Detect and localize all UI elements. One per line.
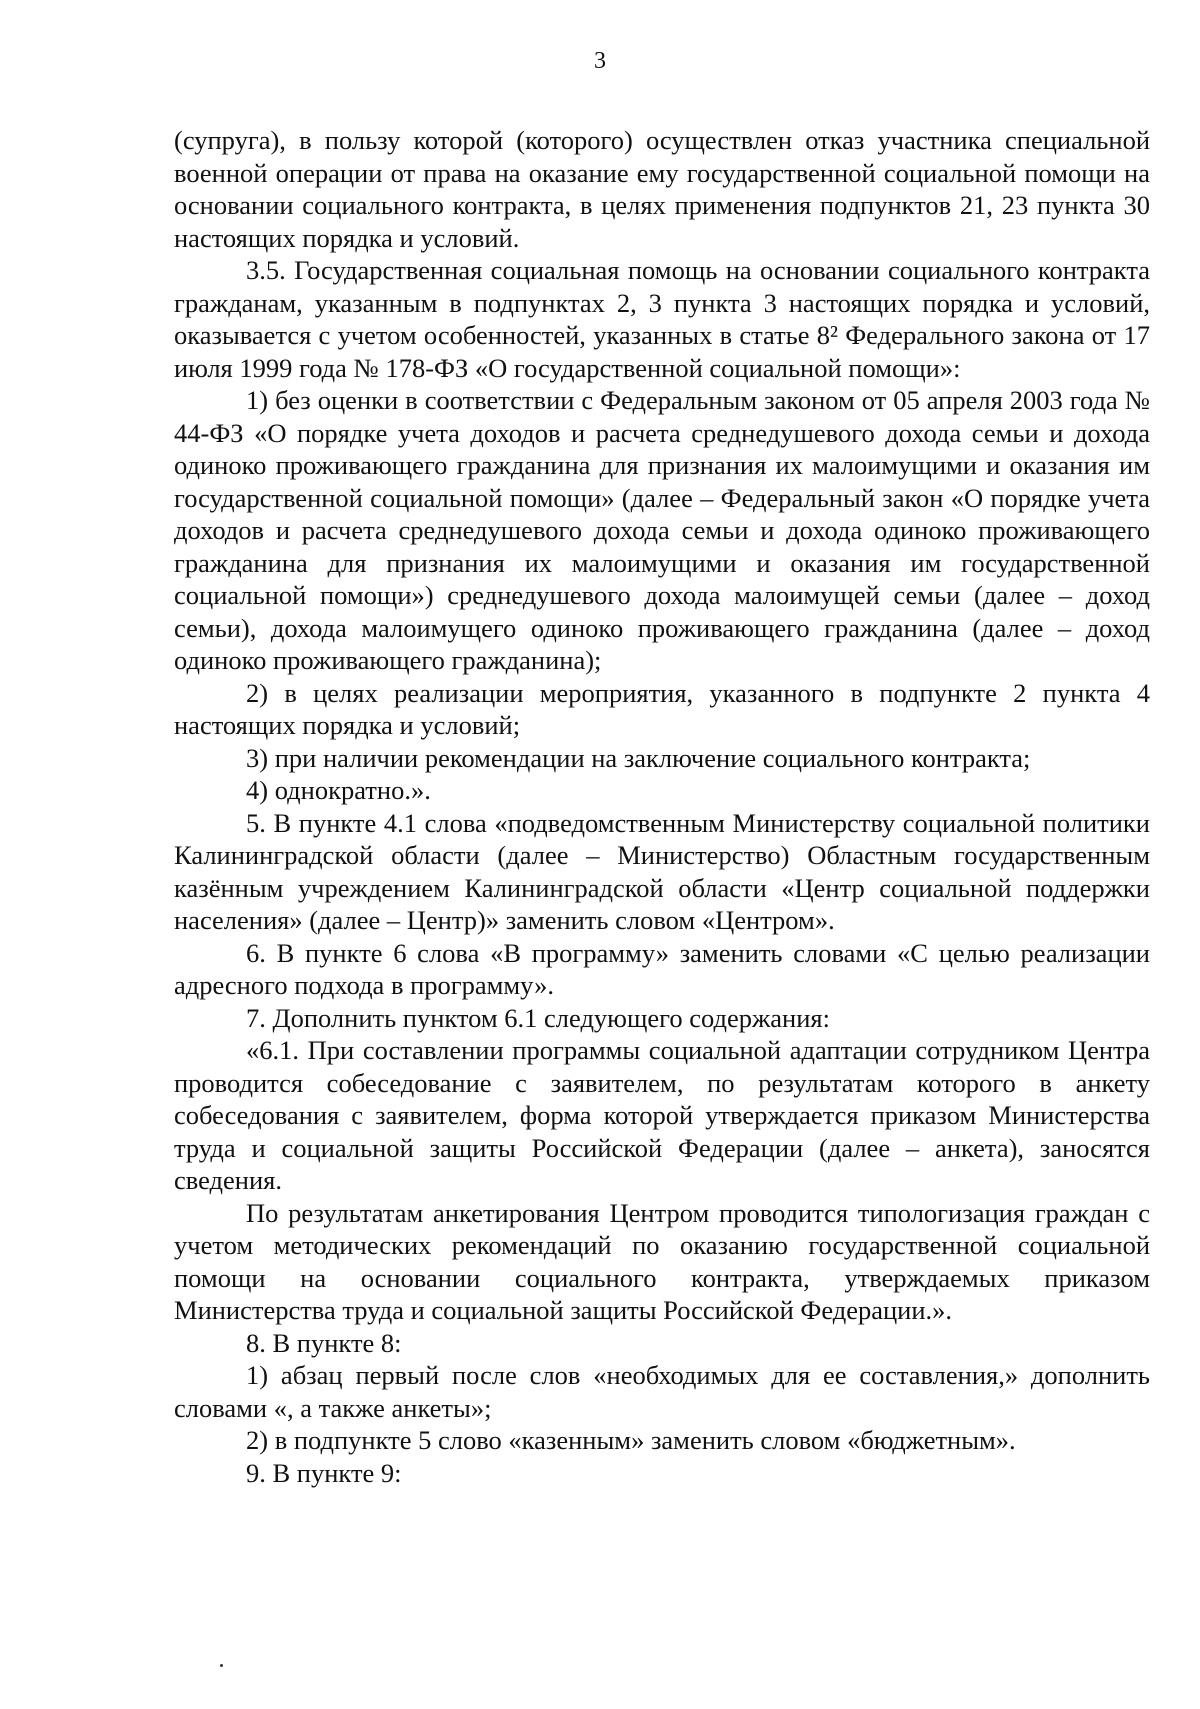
paragraph-item-6-1: «6.1. При составлении программы социальной адаптации сотрудником Центра проводится собеседование с заявителем, по результатам которого в анкету собеседования с заявителем, форма которой утверждается приказом Министерства труда и социальной защиты Российской Федерации (далее – анкета), заносятся сведения.	[174, 1035, 1150, 1195]
paragraph-item-8-sub-2: 2) в подпункте 5 слово «казенным» заменить словом «бюджетным».	[246, 1425, 1016, 1455]
paragraph-subitem-4: 4) однократно.».	[246, 775, 431, 805]
paragraph-continuation: (супруга), в пользу которой (которого) осуществлен отказ участника специальной военной операции от права на оказание ему государственной социальной помощи на основании социального контракта, в целях применения подпунктов 21, 23 пункта 30 настоящих порядка и условий.	[174, 125, 1150, 253]
paragraph-subitem-1: 1) без оценки в соответствии с Федеральным законом от 05 апреля 2003 года № 44-ФЗ «О порядке учета доходов и расчета среднедушевого дохода семьи и дохода одиноко проживающего гражданина для признания их малоимущими и оказания им государственной социальной помощи» (далее – Федеральный закон «О порядке учета доходов и расчета среднедушевого дохода семьи и дохода одиноко проживающего гражданина для признания их малоимущими и оказания им государственной социальной помощи») среднедушевого дохода малоимущей семьи (далее – доход семьи), дохода малоимущего одиноко проживающего гражданина (далее – доход одиноко проживающего гражданина);	[174, 385, 1150, 675]
paragraph-item-7: 7. Дополнить пунктом 6.1 следующего содержания:	[246, 1002, 830, 1033]
scan-speck	[220, 1664, 223, 1667]
paragraph-subitem-2: 2) в целях реализации мероприятия, указанного в подпункте 2 пункта 4 настоящих порядка и условий;	[174, 677, 1150, 740]
paragraph-item-6: 6. В пункте 6 слова «В программу» заменить словами «С целью реализации адресного подхода в программу».	[174, 937, 1150, 1000]
paragraph-3-5: 3.5. Государственная социальная помощь на основании социального контракта гражданам, указанным в подпунктах 2, 3 пункта 3 настоящих порядка и условий, оказывается с учетом особенностей, указанных в статье 8² Федерального закона от 17 июля 1999 года № 178-ФЗ «О государственной социальной помощи»:	[174, 255, 1150, 383]
paragraph-typology: По результатам анкетирования Центром проводится типологизация граждан с учетом методических рекомендаций по оказанию государственной социальной помощи на основании социального контракта, утверждаемых приказом Министерства труда и социальной защиты Российской Федерации.».	[174, 1197, 1150, 1325]
paragraph-item-9: 9. В пункте 9:	[246, 1457, 402, 1488]
paragraph-item-8-sub-1: 1) абзац первый после слов «необходимых для ее составления,» дополнить словами «, а также анкеты»;	[174, 1360, 1150, 1423]
paragraph-item-5: 5. В пункте 4.1 слова «подведомственным Министерству социальной политики Калининградской области (далее – Министерство) Областным государственным казённым учреждением Калининградской области «Центр социальной поддержки населения» (далее – Центр)» заменить словом «Центром».	[174, 807, 1150, 935]
paragraph-subitem-3: 3) при наличии рекомендации на заключение социального контракта;	[246, 742, 1031, 773]
document-body	[174, 124, 1150, 1489]
page-number: 3	[594, 48, 606, 74]
paragraph-item-8: 8. В пункте 8:	[246, 1327, 402, 1358]
